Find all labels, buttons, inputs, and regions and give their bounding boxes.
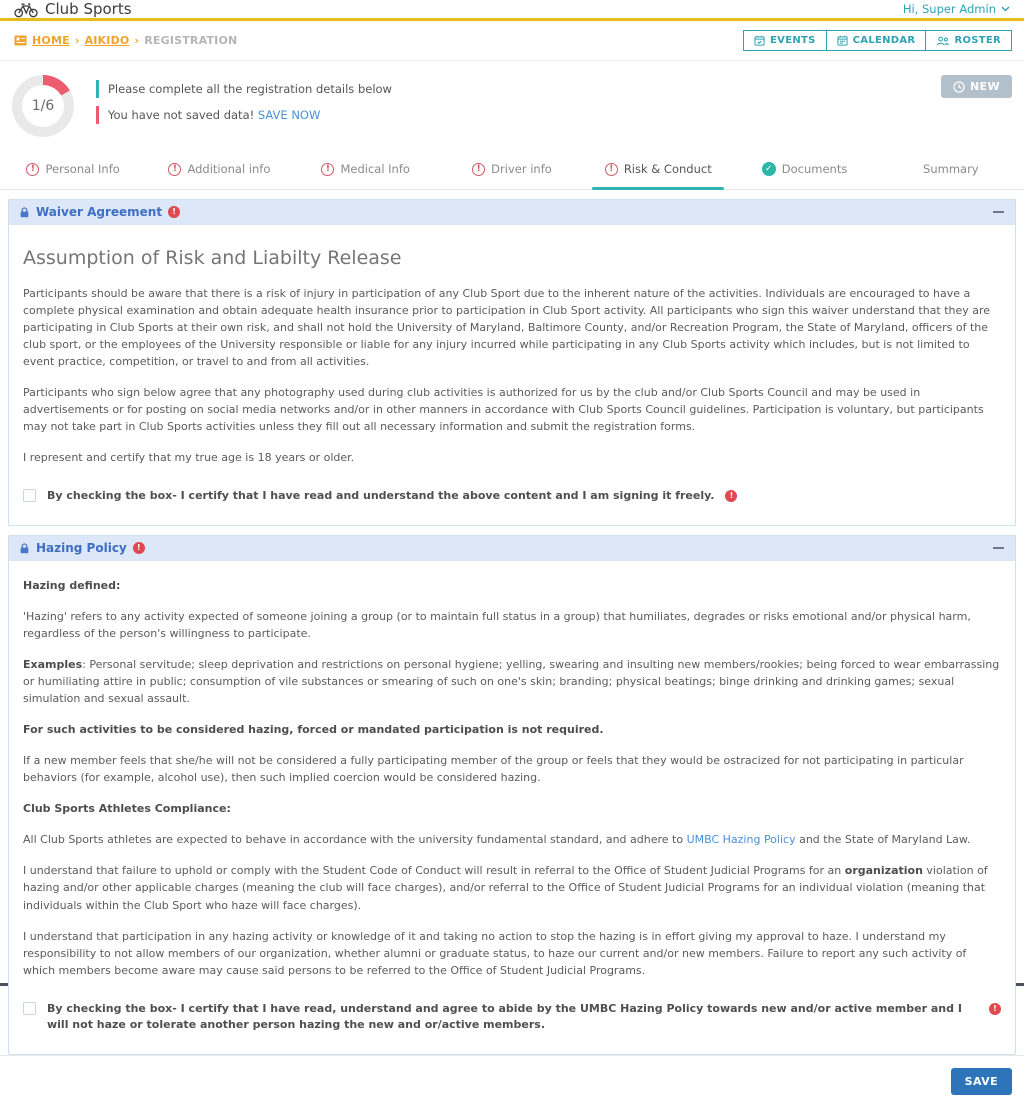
judicial-post: violation of hazing and/or other applicable charges (meaning the club will face charges), and/or referral to the Office of Student Judicial Programs for an individual violation (meaning that individuals within the Club Sport who haze will face charges). (23, 864, 988, 912)
alert-badge-icon (133, 542, 145, 554)
collapse-button[interactable] (991, 541, 1005, 555)
breadcrumb-separator: › (134, 34, 140, 47)
breadcrumb-club[interactable]: AIKIDO (84, 34, 130, 47)
examples-text: : Personal servitude; sleep deprivation and restrictions on personal hygiene; yelling, swearing and insulting new members/rookies; being forced to wear embarrassing or humiliating attire in public; consumption of vile substances or smearing of such on one's skin; branding; physical beatings; binge drinking and drinking games; sexual simulation and sexual assault. (23, 658, 1000, 706)
roster-button-label: ROSTER (954, 35, 1001, 46)
compliance-heading: Club Sports Athletes Compliance: (23, 802, 231, 816)
breadcrumb-separator: › (74, 34, 80, 47)
new-button-label: NEW (969, 80, 1000, 93)
minus-icon (993, 211, 1004, 213)
hazing-coercion-text: If a new member feels that she/he will not be considered a fully participating member of the group or feels that they would be ostracized for not participating in particular behaviors (for example, alcohol use), then such implied coercion would be considered hazing. (23, 754, 964, 785)
hazing-defined-text: 'Hazing' refers to any activity expected of someone joining a group (or to maintain full status in a group) that humiliates, degrades or risks emotional and/or physical harm, regardless of the person's willingness to participate. (23, 609, 971, 641)
hazing-consent-label: By checking the box- I certify that I have read, understand and agree to abide by the UMBC Hazing Policy towards new and/or active member and I will not haze or tolerate another person hazing the new and or/active members. (47, 1001, 962, 1032)
collapse-button[interactable] (991, 205, 1005, 219)
examples-label: Examples (23, 658, 83, 672)
warning-icon (472, 163, 485, 176)
waiver-card-body (9, 225, 1015, 525)
alert-badge-icon (168, 206, 180, 218)
roster-button[interactable] (926, 30, 1012, 51)
breadcrumb-current: REGISTRATION (144, 34, 238, 47)
save-button[interactable]: SAVE (951, 1068, 1012, 1095)
warning-icon (168, 163, 181, 176)
info-alert-text: Please complete all the registration details below (108, 82, 392, 96)
id-card-icon (14, 35, 27, 46)
warning-icon (605, 163, 618, 176)
calendar-icon (837, 35, 848, 46)
new-button[interactable] (941, 75, 1012, 98)
breadcrumb-home[interactable]: HOME (32, 34, 70, 47)
unsaved-alert-text: You have not saved data! (108, 108, 255, 122)
lock-icon (19, 542, 30, 554)
waiver-paragraph-1: Participants should be aware that there is a risk of injury in participation of any Club Sport due to the inherent nature of the activities. Individuals are encouraged to have a complete physical examination and obtain adequate health insurance prior to participation in Club Sport activity. All participants who sign this waiver understand that they are participating in Club Sports at their own risk, and shall not hold the University of Maryland, Baltimore County, and/or Recreation Program, the State of Maryland, officers of the club sport, or the employees of the University responsible or liable for any injury incurred while participating in any Club Sports activity which includes, but is not limited to event practice, competition, or travel to and from all activities. (23, 287, 991, 369)
tab-label: Driver info (491, 162, 552, 176)
user-menu-label: Hi, Super Admin (902, 2, 996, 16)
clock-icon (953, 81, 965, 93)
registration-tabs (0, 153, 1024, 190)
tab-label: Additional info (187, 162, 271, 176)
footer (0, 1055, 1024, 1109)
hazing-defined-heading: Hazing defined: (23, 578, 121, 592)
page-toolbar (743, 30, 1012, 51)
alert-badge-icon (725, 490, 737, 502)
tab-label: Summary (923, 162, 979, 176)
umbc-hazing-policy-link[interactable]: UMBC Hazing Policy (686, 833, 796, 847)
tab-additional-info[interactable] (146, 153, 292, 189)
tab-summary[interactable] (878, 153, 1024, 189)
warning-icon (26, 163, 39, 176)
judicial-pre: I understand that failure to uphold or comply with the Student Code of Conduct will result in referral to the Office of Student Judicial Programs for an (23, 864, 845, 878)
tab-label: Documents (781, 162, 848, 176)
waiver-agreement-card (8, 199, 1016, 526)
hazing-judicial-paragraph (23, 862, 1001, 913)
user-menu[interactable] (903, 2, 1010, 16)
info-alert (96, 80, 392, 98)
tab-driver-info[interactable] (439, 153, 585, 189)
chevron-down-icon (1001, 6, 1010, 12)
tab-risk-conduct[interactable] (585, 153, 731, 189)
unsaved-alert (96, 106, 392, 124)
waiver-consent-label: By checking the box- I certify that I have read and understand the above content and I am signing it freely. (47, 489, 715, 503)
hazing-adhere-paragraph (23, 831, 1001, 848)
waiver-paragraph-2: Participants who sign below agree that any photography used during club activities is authorized for us by the club and/or Club Sports Council and may be used in advertisements or for posting on social media networks and/or in other manners in accordance with Club Sports Council guidelines. Participation is voluntary, but participants may not take part in Club Sports activities unless they fill out all necessary information and submit the registration forms. (23, 386, 984, 434)
tab-documents[interactable] (731, 153, 877, 189)
brand (14, 0, 132, 18)
hazing-consent-row (23, 1001, 1001, 1034)
tab-personal-info[interactable] (0, 153, 146, 189)
top-navbar (0, 0, 1024, 21)
hazing-examples (23, 656, 1001, 707)
events-button[interactable] (743, 30, 827, 51)
lock-icon (19, 206, 30, 218)
tab-label: Risk & Conduct (623, 162, 712, 176)
tab-label: Medical Info (340, 162, 410, 176)
adhere-pre: All Club Sports athletes are expected to behave in accordance with the university fundamental standard, and adhere to (23, 833, 687, 847)
tab-label: Personal Info (45, 162, 120, 176)
alert-badge-icon (989, 1003, 1001, 1015)
waiver-paragraph-3: I represent and certify that my true age is 18 years or older. (23, 451, 355, 465)
breadcrumb (14, 34, 237, 47)
waiver-card-title: Waiver Agreement (36, 205, 163, 219)
users-icon (936, 36, 949, 46)
progress-label: 1/6 (31, 98, 55, 114)
release-heading: Assumption of Risk and Liabilty Release (23, 247, 402, 269)
save-now-link[interactable]: SAVE NOW (257, 108, 321, 122)
brand-title: Club Sports (45, 0, 132, 18)
calendar-check-icon (754, 35, 765, 46)
hazing-mandated-line: For such activities to be considered hazing, forced or mandated participation is not required. (23, 723, 604, 737)
check-icon (762, 162, 776, 176)
judicial-bold: organization (844, 864, 923, 878)
hazing-consent-checkbox[interactable] (23, 1002, 36, 1015)
adhere-post: and the State of Maryland Law. (795, 833, 971, 847)
bicycle-icon (14, 1, 38, 18)
calendar-button[interactable] (827, 30, 927, 51)
progress-donut (12, 75, 74, 137)
waiver-card-header (9, 200, 1015, 225)
calendar-button-label: CALENDAR (852, 35, 916, 46)
minus-icon (993, 547, 1004, 549)
events-button-label: EVENTS (770, 35, 816, 46)
waiver-consent-checkbox[interactable] (23, 489, 36, 502)
hazing-card-header (9, 536, 1015, 561)
hazing-card-title: Hazing Policy (36, 540, 127, 555)
progress-section (0, 61, 1024, 147)
alerts (96, 75, 392, 124)
hazing-participation-text: I understand that participation in any hazing activity or knowledge of it and taking no action to stop the hazing is in effort giving my approval to haze. I understand my responsibility to not allow members of our organization, whether alumni or graduate status, to haze our current and/or new members. Failure to report any such activity of which members become aware may cause said persons to be referred to the Office of Student Judicial Programs. (23, 929, 967, 977)
breadcrumb-row (0, 21, 1024, 61)
warning-icon (321, 163, 334, 176)
waiver-consent-row (23, 488, 1001, 505)
tab-medical-info[interactable] (293, 153, 439, 189)
hazing-card-body (9, 561, 1015, 1054)
hazing-policy-card (8, 535, 1016, 1055)
